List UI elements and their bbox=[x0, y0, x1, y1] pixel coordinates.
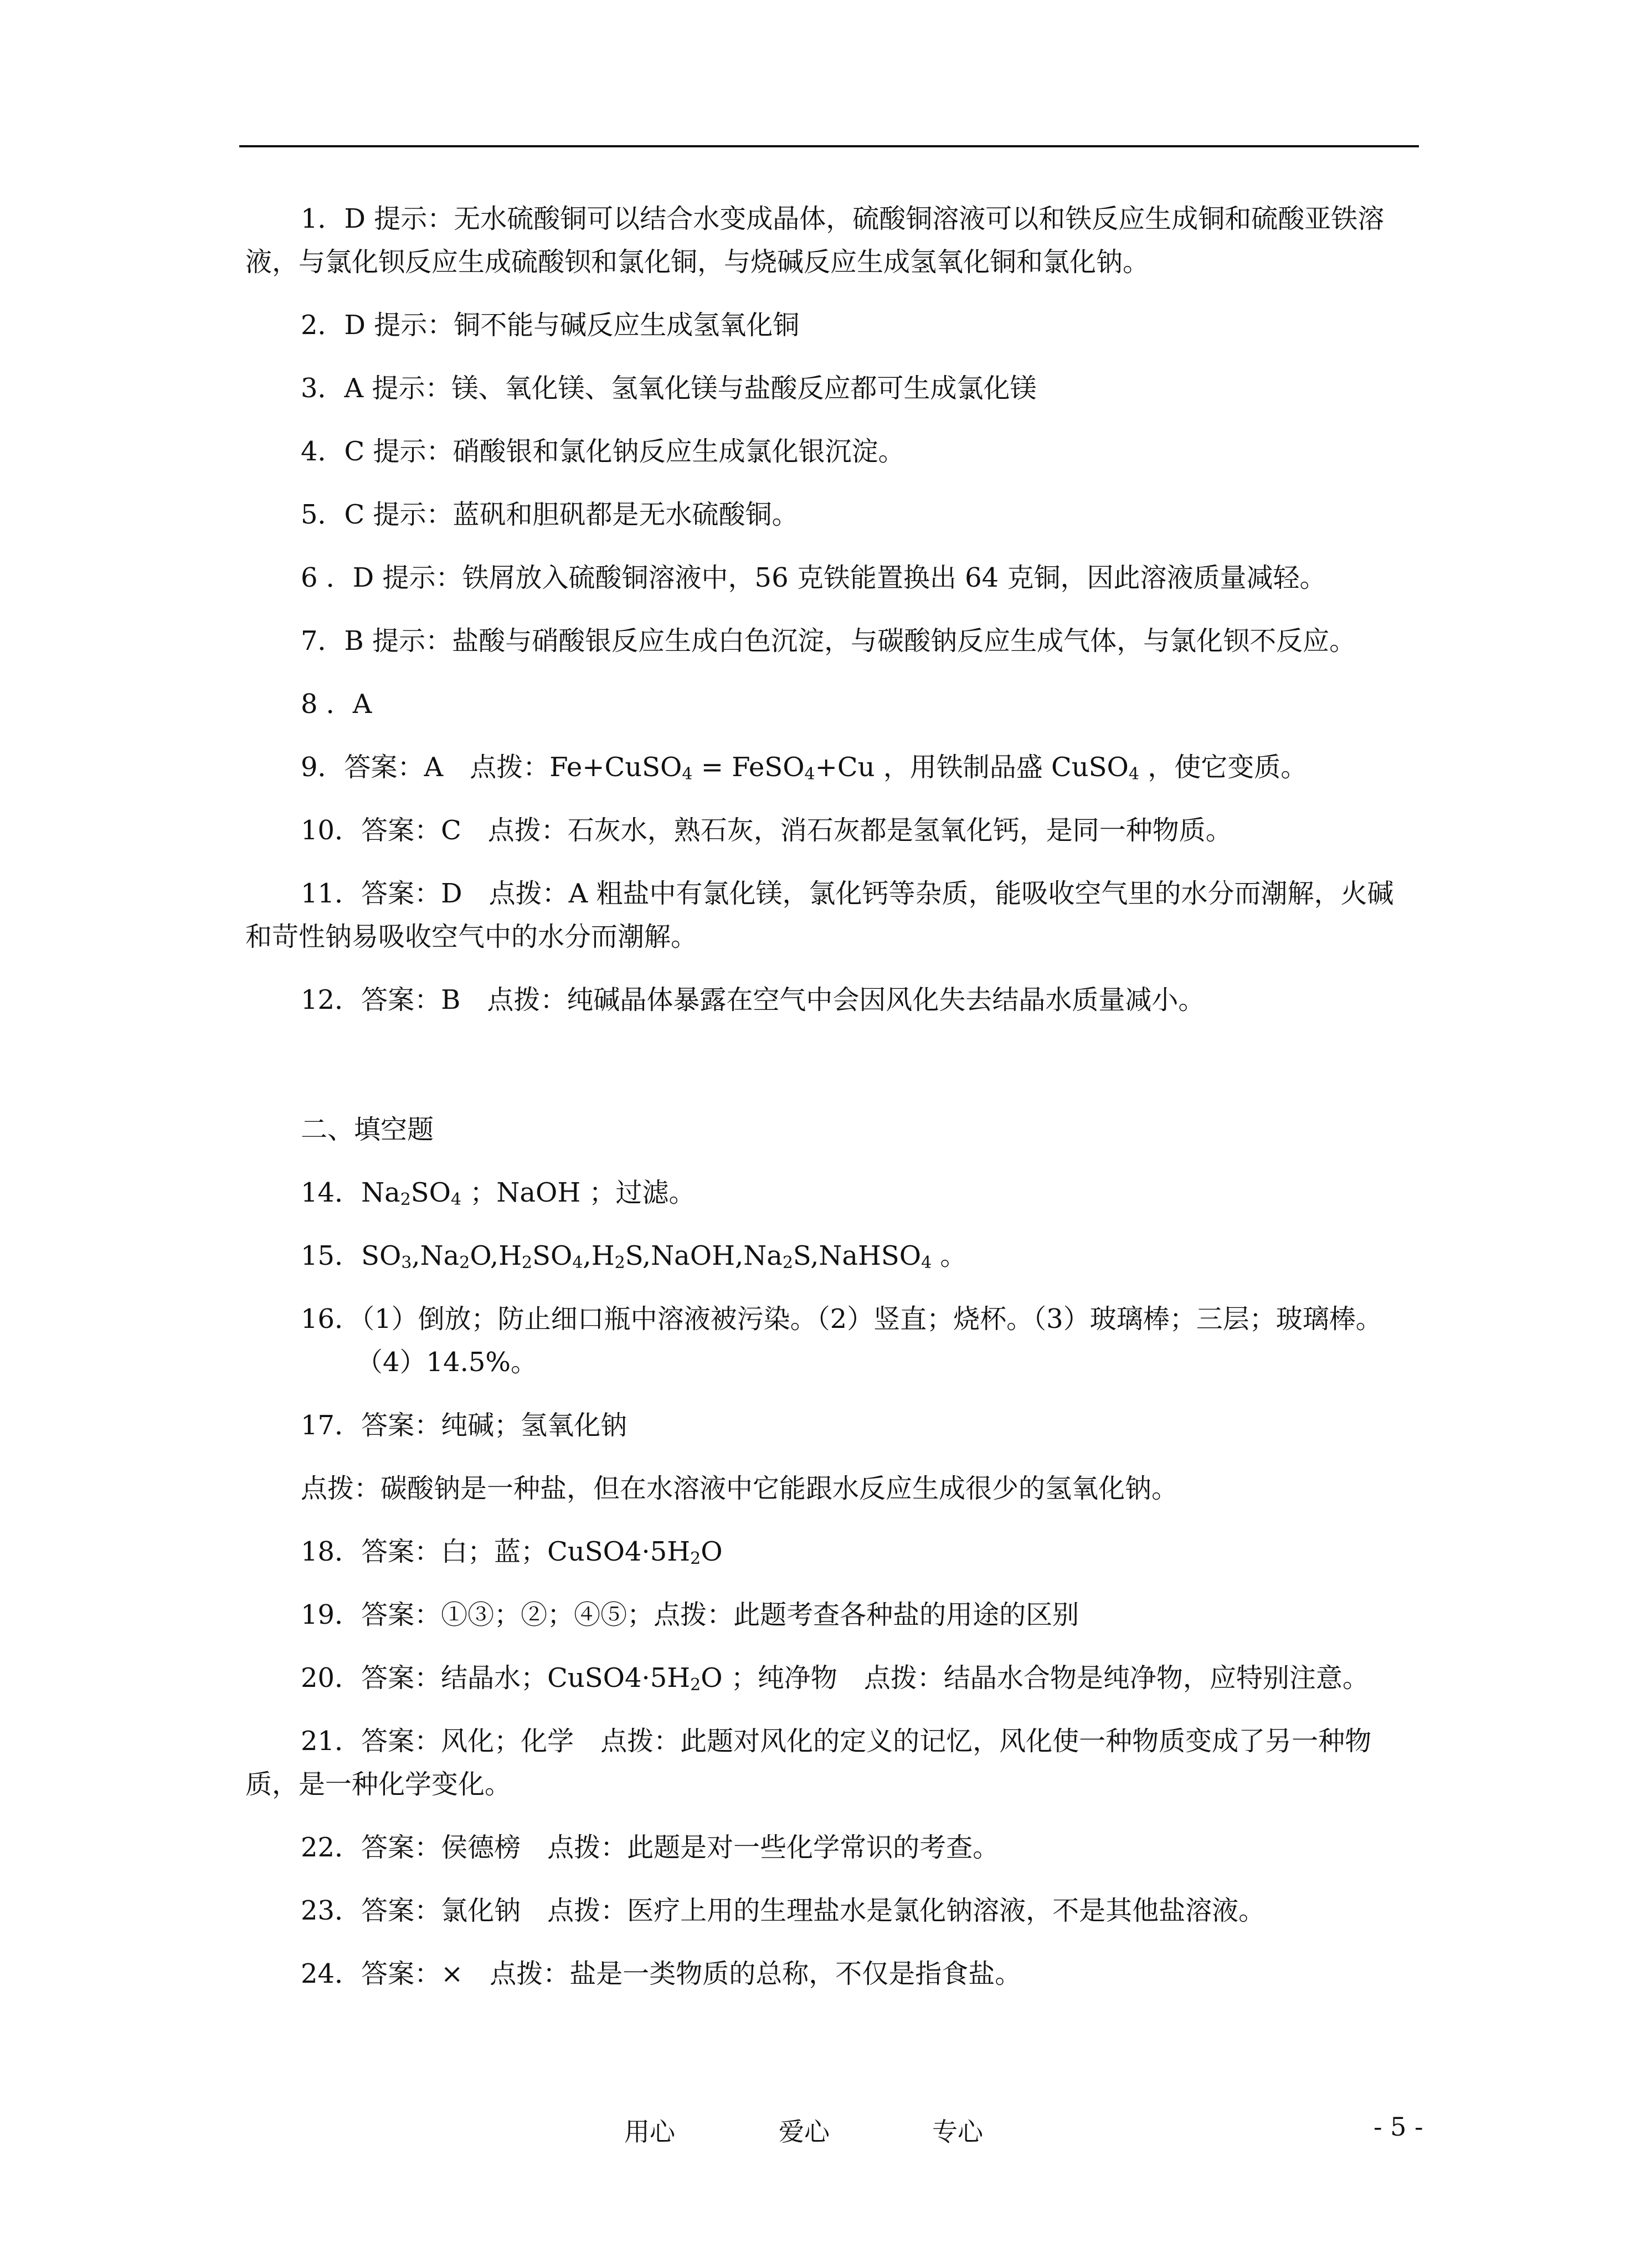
page-footer bbox=[0, 2112, 1651, 2151]
section-gap bbox=[245, 1041, 1419, 1108]
answer-4: 4．C 提示：硝酸银和氯化钠反应生成氯化银沉淀。 bbox=[301, 436, 905, 467]
answer-18: 18．答案：白；蓝；$CuSO4\cdot 5H_2O$ bbox=[301, 1536, 723, 1568]
answer-12: 12．答案：B 点拨：纯碱晶体暴露在空气中会因风化失去结晶水质量减小。 bbox=[301, 984, 1205, 1015]
answer-21: 21．答案：风化；化学 点拨：此题对风化的定义的记忆，风化使一种物质变成了另一种物质，是一种化学变化。 bbox=[245, 1726, 1372, 1800]
footer-word-1: 用心 bbox=[624, 2117, 675, 2147]
header-rule bbox=[239, 145, 1419, 147]
answer-3: 3．A 提示：镁、氧化镁、氢氧化镁与盐酸反应都可生成氯化镁 bbox=[301, 373, 1037, 404]
answer-1: 1．D 提示：无水硫酸铜可以结合水变成晶体，硫酸铜溶液可以和铁反应生成铜和硫酸亚铁溶液，与氯化钡反应生成硫酸钡和氯化铜，与烧碱反应生成氢氧化铜和氯化钠。 bbox=[245, 203, 1385, 278]
answer-5: 5．C 提示：蓝矾和胆矾都是无水硫酸铜。 bbox=[301, 499, 799, 530]
answer-15: 15．$SO_3,Na_2O,H_2SO_4,H_2S,NaOH,Na_2S,NaHSO_4$ 。 bbox=[301, 1240, 967, 1272]
answer-14: 14．$Na_2SO_4$ ；NaOH ；过滤。 bbox=[301, 1177, 696, 1209]
answer-22: 22．答案：侯德榜 点拨：此题是对一些化学常识的考查。 bbox=[301, 1832, 1000, 1863]
section-heading: 二、填空题 bbox=[301, 1114, 434, 1145]
answer-16: 16．（1）倒放；防止细口瓶中溶液被污染。（2）竖直；烧杯。（3）玻璃棒；三层；玻璃棒。 bbox=[301, 1304, 1382, 1335]
footer-word-3: 专心 bbox=[932, 2117, 983, 2147]
answer-19: 19．答案：①③；②；④⑤；点拨：此题考查各种盐的用途的区别 bbox=[301, 1599, 1079, 1630]
answer-6: 6 ．D 提示：铁屑放入硫酸铜溶液中，56 克铁能置换出 64 克铜，因此溶液质量减轻。 bbox=[301, 562, 1326, 593]
answer-7: 7．B 提示：盐酸与硝酸银反应生成白色沉淀，与碳酸钠反应生成气体，与氯化钡不反应。 bbox=[301, 625, 1356, 656]
footer-word-2: 爱心 bbox=[779, 2117, 830, 2147]
answer-17-note: 点拨：碳酸钠是一种盐，但在水溶液中它能跟水反应生成很少的氢氧化钠。 bbox=[301, 1473, 1179, 1504]
answer-17: 17．答案：纯碱；氢氧化钠 bbox=[301, 1410, 628, 1441]
answer-23: 23．答案：氯化钠 点拨：医疗上用的生理盐水是氯化钠溶液，不是其他盐溶液。 bbox=[301, 1895, 1266, 1926]
answer-8: 8 ．A bbox=[301, 689, 372, 720]
answer-16-part4: （4）14.5%。 bbox=[356, 1347, 538, 1378]
answer-11: 11．答案：D 点拨：A 粗盐中有氯化镁，氯化钙等杂质，能吸收空气里的水分而潮解，火碱和苛性钠易吸收空气中的水分而潮解。 bbox=[245, 878, 1394, 952]
answer-9: 9．答案：A 点拨：Fe+CuSO$_4$ = FeSO$_4$+Cu ，用铁制品盛 CuSO$_4$ ，使它变质。 bbox=[301, 752, 1308, 784]
answer-20: 20．答案：结晶水；$CuSO4\cdot 5H_2O$ ；纯净物 点拨：结晶水合物是纯净物，应特别注意。 bbox=[301, 1662, 1369, 1695]
answer-10: 10．答案：C 点拨：石灰水，熟石灰，消石灰都是氢氧化钙，是同一种物质。 bbox=[301, 815, 1232, 846]
answer-24: 24．答案：× 点拨：盐是一类物质的总称，不仅是指食盐。 bbox=[301, 1958, 1022, 1989]
page-number: - 5 - bbox=[1374, 2112, 1423, 2142]
answer-2: 2．D 提示：铜不能与碱反应生成氢氧化铜 bbox=[301, 310, 800, 341]
answer-content bbox=[245, 197, 1419, 2015]
